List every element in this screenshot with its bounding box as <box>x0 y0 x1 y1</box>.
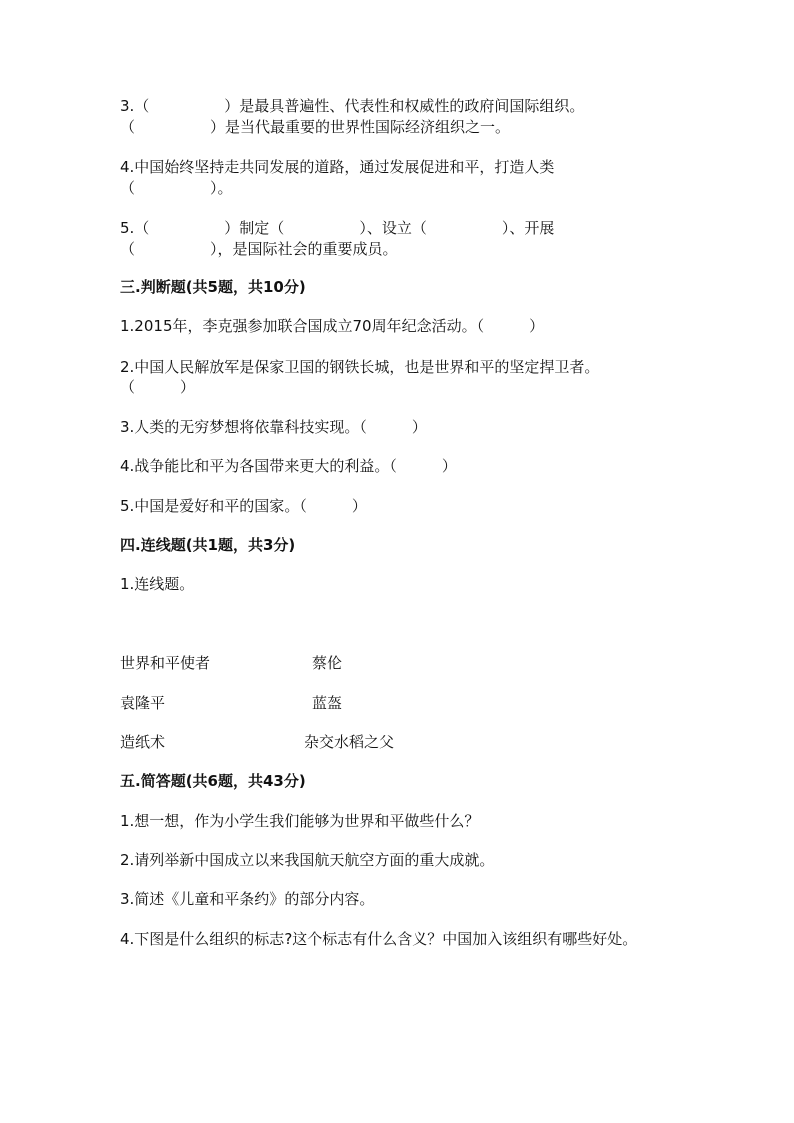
question-4-line-2: （ ）。 <box>120 179 233 197</box>
match-right-3: 杂交水稻之父 <box>304 733 395 751</box>
judge-question-5: 5.中国是爱好和平的国家。（ ） <box>120 497 367 515</box>
short-answer-4: 4.下图是什么组织的标志?这个标志有什么含义？中国加入该组织有哪些好处。 <box>120 930 638 948</box>
question-3-line-1: 3.（ ）是最具普遍性、代表性和权威性的政府间国际组织。 <box>120 97 585 115</box>
section-3-heading: 三.判断题(共5题，共10分) <box>120 278 306 296</box>
matching-question: 1.连线题。 <box>120 575 195 593</box>
question-4-line-1: 4.中国始终坚持走共同发展的道路，通过发展促进和平，打造人类 <box>120 158 555 176</box>
question-3-line-2: （ ）是当代最重要的世界性国际经济组织之一。 <box>120 118 511 136</box>
section-4-heading: 四.连线题(共1题，共3分) <box>120 536 296 554</box>
match-right-2: 蓝盔 <box>312 694 343 712</box>
judge-question-2: 2.中国人民解放军是保家卫国的钢铁长城，也是世界和平的坚定捍卫者。 <box>120 358 600 376</box>
short-answer-2: 2.请列举新中国成立以来我国航天航空方面的重大成就。 <box>120 851 495 869</box>
short-answer-3: 3.简述《儿童和平条约》的部分内容。 <box>120 890 375 908</box>
question-5-line-1: 5.（ ）制定（ ）、设立（ ）、开展 <box>120 219 555 237</box>
match-right-1: 蔡伦 <box>312 654 343 672</box>
section-5-heading: 五.简答题(共6题，共43分) <box>120 772 306 790</box>
match-left-1: 世界和平使者 <box>120 654 211 672</box>
judge-question-3: 3.人类的无穷梦想将依靠科技实现。（ ） <box>120 418 427 436</box>
short-answer-1: 1.想一想，作为小学生我们能够为世界和平做些什么？ <box>120 812 480 830</box>
judge-question-4: 4.战争能比和平为各国带来更大的利益。（ ） <box>120 457 457 475</box>
match-left-2: 袁隆平 <box>120 694 166 712</box>
question-5-line-2: （ ），是国际社会的重要成员。 <box>120 240 398 258</box>
judge-question-1: 1.2015年，李克强参加联合国成立70周年纪念活动。（ ） <box>120 317 545 335</box>
judge-question-2-blank: （ ） <box>120 378 196 396</box>
match-left-3: 造纸术 <box>120 733 166 751</box>
